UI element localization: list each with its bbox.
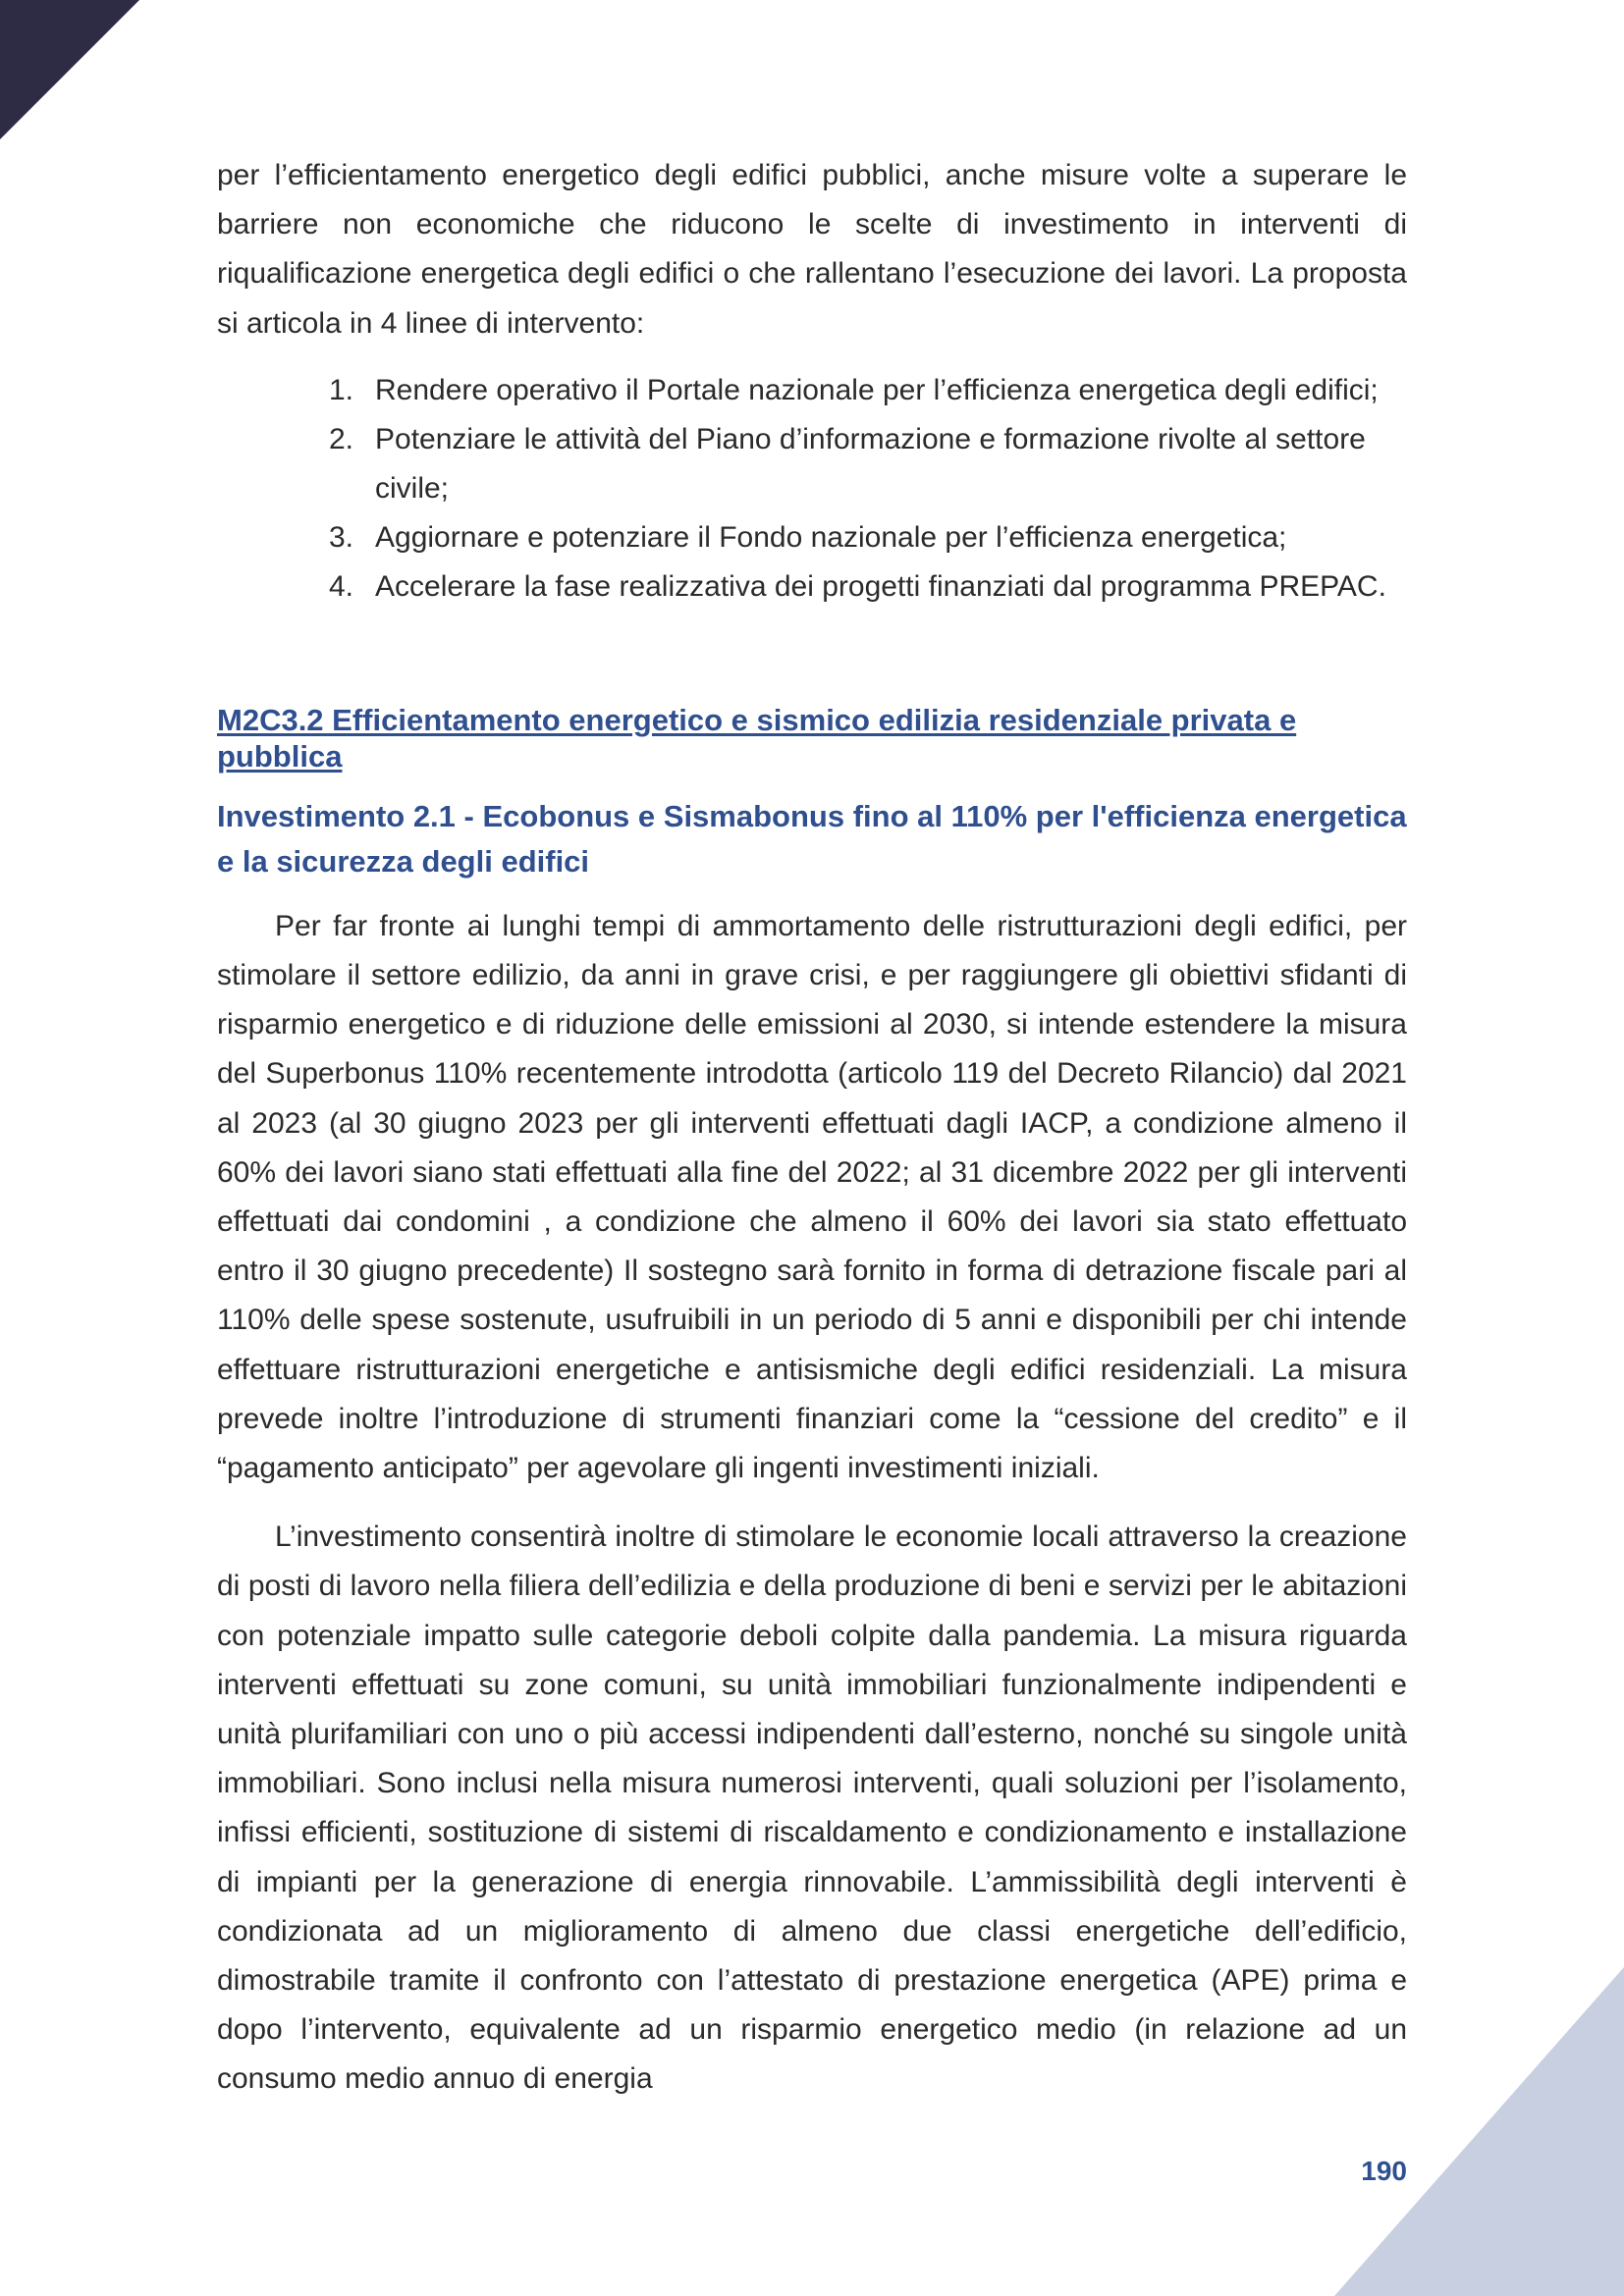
list-item: [217, 513, 1407, 562]
list-item: [217, 366, 1407, 415]
list-item-number: 1.: [328, 373, 353, 406]
intro-paragraph: per l’efficientamento energetico degli edifici pubblici, anche misure volte a superare le barriere non economiche che riducono le scelte di investimento in interventi di riqualificazione energetica degli edifici o che rallentano l’esecuzione dei lavori. La proposta si articola in 4 linee di intervento:: [217, 159, 1407, 340]
list-item-text: Potenziare le attività del Piano d’informazione e formazione rivolte al settore civile;: [375, 422, 1366, 505]
list-item: [217, 562, 1407, 612]
page-number: 190: [1361, 2156, 1407, 2186]
page-content: [217, 151, 1407, 2105]
intervention-list: [217, 366, 1407, 612]
list-item-number: 3.: [328, 520, 353, 554]
body-paragraph: L’investimento consentirà inoltre di stimolare le economie locali attraverso la creazione di posti di lavoro nella filiera dell’edilizia e della produzione di beni e servizi per le abitazioni con potenziale impatto sulle categorie deboli colpite dalla pandemia. La misura riguarda interventi effettuati su zone comuni, su unità immobiliari funzionalmente indipendenti e unità plurifamiliari con uno o più accessi indipendenti dall’esterno, nonché su singole unità immobiliari. Sono inclusi nella misura numerosi interventi, quali soluzioni per l’isolamento, infissi efficienti, sostituzione di sistemi di riscaldamento e condizionamento e installazione di impianti per la generazione di energia rinnovabile. L’ammissibilità degli interventi è condizionata ad un miglioramento di almeno due classi energetiche dell’edificio, dimostrabile tramite il confronto con l’attestato di prestazione energetica (APE) prima e dopo l’intervento, equivalente ad un risparmio energetico medio (in relazione ad un consumo medio annuo di energia: [217, 1521, 1407, 2096]
corner-decoration-top-left: [0, 0, 139, 139]
list-item-text: Accelerare la fase realizzativa dei progetti finanziati dal programma PREPAC.: [375, 569, 1386, 603]
list-item-number: 4.: [328, 569, 353, 603]
list-item: [217, 415, 1407, 513]
section-heading: M2C3.2 Efficientamento energetico e sismico edilizia residenziale privata e pubblica: [217, 702, 1297, 774]
list-item-text: Aggiornare e potenziare il Fondo nazionale per l’efficienza energetica;: [375, 520, 1287, 554]
list-item-text: Rendere operativo il Portale nazionale per l’efficienza energetica degli edifici;: [375, 373, 1379, 406]
investment-heading: Investimento 2.1 - Ecobonus e Sismabonus fino al 110% per l'efficienza energetica e la sicurezza degli edifici: [217, 798, 1407, 879]
body-paragraph: Per far fronte ai lunghi tempi di ammortamento delle ristrutturazioni degli edifici, per stimolare il settore edilizio, da anni in grave crisi, e per raggiungere gli obiettivi sfidanti di risparmio energetico e di riduzione delle emissioni al 2030, si intende estendere la misura del Superbonus 110% recentemente introdotta (articolo 119 del Decreto Rilancio) dal 2021 al 2023 (al 30 giugno 2023 per gli interventi effettuati dagli IACP, a condizione almeno il 60% dei lavori siano stati effettuati alla fine del 2022; al 31 dicembre 2022 per gli interventi effettuati dai condomini , a condizione che almeno il 60% dei lavori sia stato effettuato entro il 30 giugno precedente) Il sostegno sarà fornito in forma di detrazione fiscale pari al 110% delle spese sostenute, usufruibili in un periodo di 5 anni e disponibili per chi intende effettuare ristrutturazioni energetiche e antisismiche degli edifici residenziali. La misura prevede inoltre l’introduzione di strumenti finanziari come la “cessione del credito” e il “pagamento anticipato” per agevolare gli ingenti investimenti iniziali.: [217, 909, 1407, 1485]
list-item-number: 2.: [328, 422, 353, 455]
